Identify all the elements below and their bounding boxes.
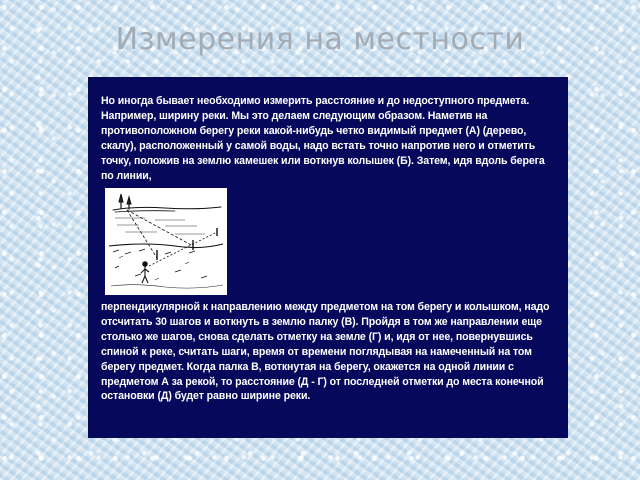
far-bank-trees — [113, 194, 221, 212]
river-water — [115, 218, 205, 234]
river-measurement-illustration — [105, 188, 227, 295]
text-paragraph-top: Но иногда бывает необходимо измерить расстояние и до недоступного предмета. Например, ширину реки. Мы это делаем следующим образом. Наметив на противоположном берегу реки какой-нибудь четко видимый предмет (А) (дерево, скалу), расположенный у самой воды, надо встать точно напротив него и отметить точку, положив на землю камешек или воткнув колышек (Б). Затем, идя вдоль берега по линии, — [101, 95, 545, 182]
near-bank — [109, 244, 223, 278]
ground-texture — [111, 256, 223, 288]
slide-title: Измерения на местности — [115, 22, 525, 57]
text-paragraph-bottom: перпендикулярной к направлению между предметом на том берегу и колышком, надо отсчитать 30 шагов и воткнуть в землю палку (В). Пройдя в том же направлении еще столько же шагов, снова сделать отметку на земле (Г) и, идя от нее, повернувшись спиной к реке, считать шаги, время от времени поглядывая на намеченный на том берегу предмет. Когда палка В, воткнутая на берегу, окажется на одной линии с предметом А за рекой, то расстояние (Д - Г) от последней отметки до места конечной остановки (Д) будет равно ширине реки. — [101, 301, 550, 403]
sketch-drawing — [105, 188, 227, 295]
stakes — [157, 228, 217, 260]
content-panel — [89, 78, 567, 437]
person-figure — [141, 262, 149, 283]
sighting-lines — [127, 210, 217, 266]
